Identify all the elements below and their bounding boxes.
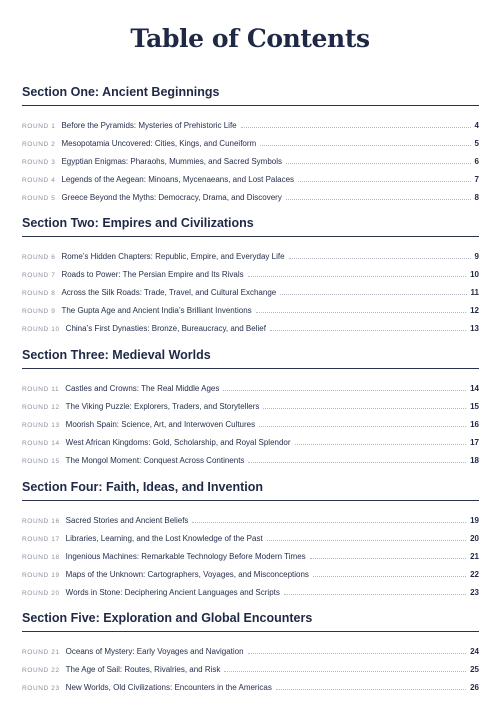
page-number: 14 bbox=[470, 384, 479, 393]
round-label: ROUND 13 bbox=[22, 422, 60, 429]
section-3 bbox=[22, 345, 479, 466]
round-label: ROUND 3 bbox=[22, 159, 56, 166]
page-number: 19 bbox=[470, 516, 479, 525]
page-number: 8 bbox=[474, 193, 479, 202]
dot-leader bbox=[310, 558, 466, 559]
dot-leader bbox=[295, 444, 467, 445]
dot-leader bbox=[260, 145, 470, 146]
entry-title[interactable]: Greece Beyond the Myths: Democracy, Drama, and Discovery bbox=[61, 193, 282, 202]
round-label: ROUND 1 bbox=[22, 123, 56, 130]
toc-entry[interactable] bbox=[22, 298, 479, 316]
dot-leader bbox=[270, 330, 466, 331]
section-heading: Section Four: Faith, Ideas, and Invention bbox=[22, 480, 263, 494]
toc-entry[interactable] bbox=[22, 280, 479, 298]
entry-title[interactable]: Castles and Crowns: The Real Middle Ages bbox=[65, 384, 220, 393]
section-divider bbox=[22, 500, 479, 501]
page-number: 18 bbox=[470, 456, 479, 465]
dot-leader bbox=[313, 576, 466, 577]
section-heading: Section One: Ancient Beginnings bbox=[22, 85, 220, 99]
dot-leader bbox=[224, 671, 466, 672]
section-heading: Section Three: Medieval Worlds bbox=[22, 348, 211, 362]
dot-leader bbox=[286, 163, 471, 164]
toc-entry[interactable] bbox=[22, 448, 479, 466]
dot-leader bbox=[241, 127, 471, 128]
page-number: 25 bbox=[470, 665, 479, 674]
entry-title[interactable]: Before the Pyramids: Mysteries of Prehistoric Life bbox=[61, 121, 237, 130]
entry-title[interactable]: Across the Silk Roads: Trade, Travel, and Cultural Exchange bbox=[61, 288, 277, 297]
entry-title[interactable]: The Age of Sail: Routes, Rivalries, and Risk bbox=[65, 665, 221, 674]
round-label: ROUND 19 bbox=[22, 572, 60, 579]
round-label: ROUND 5 bbox=[22, 195, 56, 202]
entry-title[interactable]: Egyptian Enigmas: Pharaohs, Mummies, and Sacred Symbols bbox=[61, 157, 282, 166]
toc-entry[interactable] bbox=[22, 376, 479, 394]
section-1 bbox=[22, 82, 479, 203]
page-number: 15 bbox=[470, 402, 479, 411]
dot-leader bbox=[280, 294, 466, 295]
toc-entry[interactable] bbox=[22, 544, 479, 562]
toc-entry[interactable] bbox=[22, 430, 479, 448]
toc-entry[interactable] bbox=[22, 394, 479, 412]
dot-leader bbox=[248, 462, 466, 463]
toc-entry[interactable] bbox=[22, 639, 479, 657]
round-label: ROUND 10 bbox=[22, 326, 60, 333]
dot-leader bbox=[267, 540, 466, 541]
dot-leader bbox=[289, 258, 471, 259]
toc-entry[interactable] bbox=[22, 526, 479, 544]
toc-entry[interactable] bbox=[22, 262, 479, 280]
entry-title[interactable]: Moorish Spain: Science, Art, and Interwoven Cultures bbox=[65, 420, 256, 429]
entry-title[interactable]: Maps of the Unknown: Cartographers, Voyages, and Misconceptions bbox=[65, 570, 309, 579]
page-number: 6 bbox=[474, 157, 479, 166]
entry-title[interactable]: Rome’s Hidden Chapters: Republic, Empire, and Everyday Life bbox=[61, 252, 285, 261]
toc-entry[interactable] bbox=[22, 412, 479, 430]
page-number: 7 bbox=[474, 175, 479, 184]
section-heading: Section Two: Empires and Civilizations bbox=[22, 216, 254, 230]
section-divider bbox=[22, 631, 479, 632]
toc-entry[interactable] bbox=[22, 562, 479, 580]
toc-entry[interactable] bbox=[22, 185, 479, 203]
round-label: ROUND 16 bbox=[22, 518, 60, 525]
dot-leader bbox=[256, 312, 466, 313]
toc-entry[interactable] bbox=[22, 113, 479, 131]
round-label: ROUND 21 bbox=[22, 649, 60, 656]
page-number: 26 bbox=[470, 683, 479, 692]
round-label: ROUND 22 bbox=[22, 667, 60, 674]
entry-title[interactable]: Ingenious Machines: Remarkable Technology Before Modern Times bbox=[65, 552, 306, 561]
round-label: ROUND 17 bbox=[22, 536, 60, 543]
section-heading: Section Five: Exploration and Global Encounters bbox=[22, 611, 313, 625]
toc-entry[interactable] bbox=[22, 244, 479, 262]
dot-leader bbox=[192, 522, 466, 523]
toc-entry[interactable] bbox=[22, 316, 479, 334]
entry-title[interactable]: Oceans of Mystery: Early Voyages and Navigation bbox=[65, 647, 244, 656]
round-label: ROUND 7 bbox=[22, 272, 56, 279]
entry-title[interactable]: Sacred Stories and Ancient Beliefs bbox=[65, 516, 189, 525]
toc-entry[interactable] bbox=[22, 167, 479, 185]
round-label: ROUND 12 bbox=[22, 404, 60, 411]
entry-title[interactable]: West African Kingdoms: Gold, Scholarship, and Royal Splendor bbox=[65, 438, 291, 447]
dot-leader bbox=[276, 689, 466, 690]
entry-title[interactable]: The Mongol Moment: Conquest Across Continents bbox=[65, 456, 245, 465]
round-label: ROUND 11 bbox=[22, 386, 60, 393]
toc-entry[interactable] bbox=[22, 675, 479, 693]
entry-title[interactable]: Legends of the Aegean: Minoans, Mycenaeans, and Lost Palaces bbox=[61, 175, 295, 184]
round-label: ROUND 15 bbox=[22, 458, 60, 465]
toc-entry[interactable] bbox=[22, 149, 479, 167]
page-number: 23 bbox=[470, 588, 479, 597]
section-divider bbox=[22, 236, 479, 237]
page-number: 13 bbox=[470, 324, 479, 333]
page-number: 4 bbox=[474, 121, 479, 130]
round-label: ROUND 14 bbox=[22, 440, 60, 447]
dot-leader bbox=[298, 181, 470, 182]
page-number: 9 bbox=[474, 252, 479, 261]
round-label: ROUND 6 bbox=[22, 254, 56, 261]
toc-entry[interactable] bbox=[22, 131, 479, 149]
page-number: 20 bbox=[470, 534, 479, 543]
section-divider bbox=[22, 105, 479, 106]
dot-leader bbox=[284, 594, 466, 595]
entry-title[interactable]: The Viking Puzzle: Explorers, Traders, and Storytellers bbox=[65, 402, 260, 411]
round-label: ROUND 8 bbox=[22, 290, 56, 297]
toc-entry[interactable] bbox=[22, 657, 479, 675]
dot-leader bbox=[286, 199, 471, 200]
entry-title[interactable]: Roads to Power: The Persian Empire and Its Rivals bbox=[61, 270, 244, 279]
dot-leader bbox=[263, 408, 466, 409]
section-4 bbox=[22, 477, 479, 598]
round-label: ROUND 23 bbox=[22, 685, 60, 692]
page-number: 5 bbox=[474, 139, 479, 148]
entry-title[interactable]: The Gupta Age and Ancient India’s Brilliant Inventions bbox=[61, 306, 252, 315]
entry-title[interactable]: Libraries, Learning, and the Lost Knowledge of the Past bbox=[65, 534, 263, 543]
dot-leader bbox=[248, 653, 467, 654]
dot-leader bbox=[248, 276, 466, 277]
page-number: 21 bbox=[470, 552, 479, 561]
entry-title[interactable]: New Worlds, Old Civilizations: Encounters in the Americas bbox=[65, 683, 272, 692]
page-title: Table of Contents bbox=[130, 24, 370, 53]
round-label: ROUND 20 bbox=[22, 590, 60, 597]
entry-title[interactable]: Mesopotamia Uncovered: Cities, Kings, and Cuneiform bbox=[61, 139, 257, 148]
page-number: 10 bbox=[470, 270, 479, 279]
page-number: 12 bbox=[470, 306, 479, 315]
section-2 bbox=[22, 213, 479, 334]
entry-title[interactable]: China’s First Dynasties: Bronze, Bureaucracy, and Belief bbox=[65, 324, 266, 333]
section-divider bbox=[22, 368, 479, 369]
section-5 bbox=[22, 608, 479, 693]
page-number: 11 bbox=[470, 288, 479, 297]
page-number: 16 bbox=[470, 420, 479, 429]
dot-leader bbox=[223, 390, 466, 391]
round-label: ROUND 2 bbox=[22, 141, 56, 148]
round-label: ROUND 9 bbox=[22, 308, 56, 315]
dot-leader bbox=[259, 426, 466, 427]
round-label: ROUND 18 bbox=[22, 554, 60, 561]
entry-title[interactable]: Words in Stone: Deciphering Ancient Languages and Scripts bbox=[65, 588, 280, 597]
round-label: ROUND 4 bbox=[22, 177, 56, 184]
page-number: 17 bbox=[470, 438, 479, 447]
page-number: 22 bbox=[470, 570, 479, 579]
toc-entry[interactable] bbox=[22, 580, 479, 598]
toc-entry[interactable] bbox=[22, 508, 479, 526]
page-number: 24 bbox=[470, 647, 479, 656]
